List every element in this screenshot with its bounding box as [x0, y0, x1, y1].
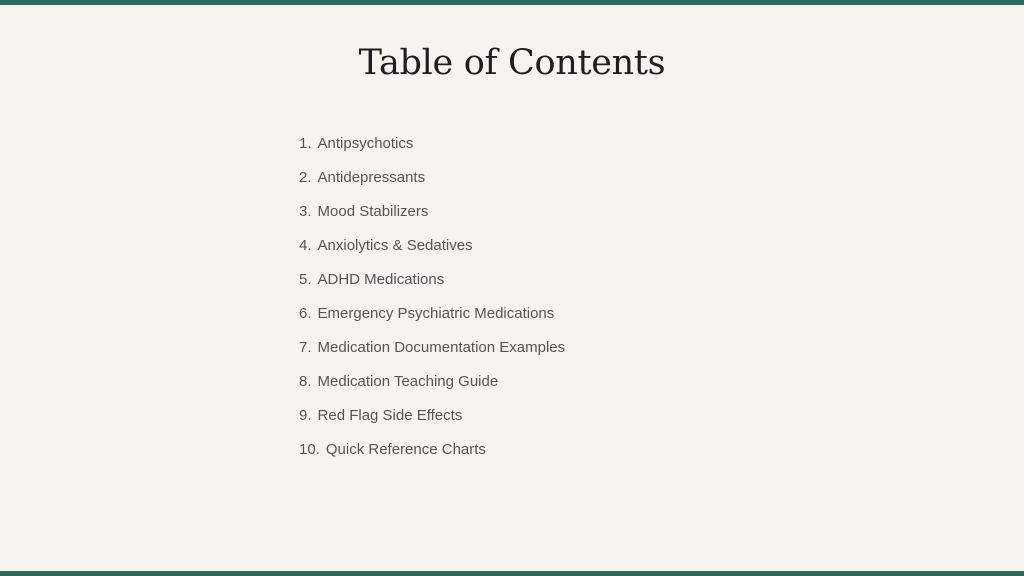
toc-item-label: ADHD Medications — [317, 271, 445, 288]
toc-item-label: Medication Documentation Examples — [317, 339, 566, 356]
toc-item-label: Quick Reference Charts — [325, 441, 486, 458]
top-accent-bar — [0, 0, 1024, 5]
toc-item-number: 4. — [299, 237, 312, 254]
toc-item-number: 2. — [299, 169, 312, 186]
toc-item-number: 7. — [299, 339, 312, 356]
toc-item-mood-stabilizers — [299, 202, 565, 236]
toc-item-antidepressants — [299, 168, 565, 202]
toc-item-medication-teaching-guide — [299, 372, 565, 406]
toc-item-label: Emergency Psychiatric Medications — [317, 305, 555, 322]
toc-item-number: 3. — [299, 203, 312, 220]
toc-item-number: 6. — [299, 305, 312, 322]
toc-item-label: Antipsychotics — [317, 135, 414, 152]
page-title: Table of Contents — [358, 43, 666, 83]
toc-item-label: Mood Stabilizers — [317, 203, 429, 220]
toc-item-anxiolytics-sedatives — [299, 236, 565, 270]
table-of-contents-list — [299, 134, 565, 474]
toc-item-label: Anxiolytics & Sedatives — [317, 237, 473, 254]
toc-item-emergency-psychiatric-medications — [299, 304, 565, 338]
toc-item-antipsychotics — [299, 134, 565, 168]
toc-item-label: Antidepressants — [317, 169, 426, 186]
toc-item-quick-reference-charts — [299, 440, 565, 474]
toc-item-medication-documentation-examples — [299, 338, 565, 372]
toc-item-number: 5. — [299, 271, 312, 288]
bottom-accent-bar — [0, 571, 1024, 576]
toc-item-label: Medication Teaching Guide — [317, 373, 499, 390]
toc-item-number: 1. — [299, 135, 312, 152]
toc-item-number: 10. — [299, 441, 320, 458]
toc-item-label: Red Flag Side Effects — [317, 407, 463, 424]
toc-item-number: 9. — [299, 407, 312, 424]
toc-item-red-flag-side-effects — [299, 406, 565, 440]
toc-item-adhd-medications — [299, 270, 565, 304]
toc-item-number: 8. — [299, 373, 312, 390]
